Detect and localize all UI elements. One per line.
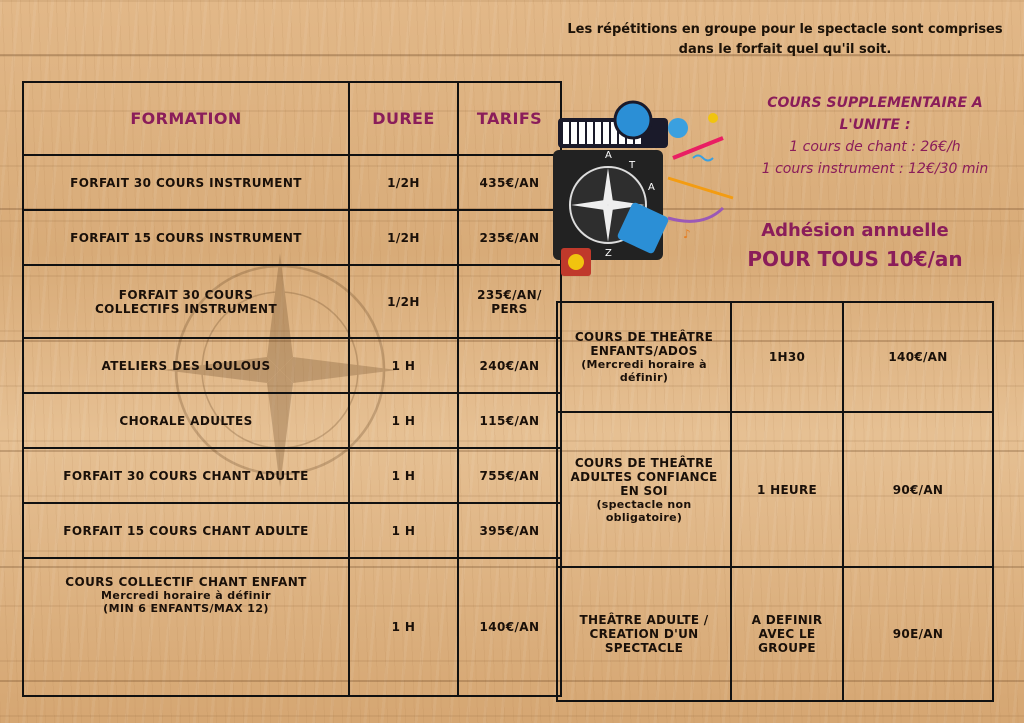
supplement-title-2: L'UNITE :: [839, 117, 911, 133]
duree-cell: 1/2H: [349, 210, 458, 265]
duree-cell: 1 H: [349, 448, 458, 503]
supplement-chant: 1 cours de chant : 26€/h: [789, 139, 961, 155]
table-row: [23, 448, 561, 503]
rehearsal-note-line1: Les répétitions en groupe pour le spectacle sont comprises: [567, 22, 1003, 37]
supplement-info: [730, 92, 1020, 180]
theatre-course-cell: [557, 302, 731, 412]
tarif-cell: 240€/AN: [458, 338, 561, 393]
theatre-duree-cell: A DEFINIR AVEC LE GROUPE: [731, 567, 843, 701]
table-row: [23, 265, 561, 338]
supplement-title-1: COURS SUPPLEMENTAIRE A: [767, 95, 983, 111]
logo-letter: Z: [605, 248, 612, 259]
formation-cell: CHORALE ADULTES: [23, 393, 349, 448]
formation-cell: FORFAIT 30 COURS INSTRUMENT: [23, 155, 349, 210]
theatre-course-title: COURS DE THEÂTRE ENFANTS/ADOS: [574, 330, 714, 358]
logo-letter: T: [629, 160, 636, 171]
formation-title: COURS COLLECTIF CHANT ENFANT: [65, 575, 307, 589]
duree-cell: 1 H: [349, 338, 458, 393]
svg-text:♪: ♪: [683, 227, 691, 241]
tarif-cell: 140€/AN: [458, 558, 561, 696]
tarif-cell: 235€/AN/ PERS: [458, 265, 561, 338]
theatre-duree-cell: 1 HEURE: [731, 412, 843, 567]
table-row: [23, 393, 561, 448]
duree-cell: 1 H: [349, 558, 458, 696]
adhesion-block: [700, 220, 1010, 271]
theatre-tarif-cell: 90E/AN: [843, 567, 993, 701]
theatre-course-cell: [557, 412, 731, 567]
table-row: [557, 412, 993, 567]
table-row: [23, 558, 561, 696]
table-row: [23, 210, 561, 265]
duree-cell: 1 H: [349, 503, 458, 558]
tarif-cell: 235€/AN: [458, 210, 561, 265]
theatre-course-cell: [557, 567, 731, 701]
adhesion-price: POUR TOUS 10€/an: [747, 247, 963, 271]
tarif-cell: 115€/AN: [458, 393, 561, 448]
pricing-table: [22, 81, 562, 697]
formation-cell: FORFAIT 30 COURS COLLECTIFS INSTRUMENT: [23, 265, 349, 338]
table-row: [23, 155, 561, 210]
formation-cell: ATELIERS DES LOULOUS: [23, 338, 349, 393]
formation-cell: FORFAIT 30 COURS CHANT ADULTE: [23, 448, 349, 503]
formation-subtitle-2: (MIN 6 ENFANTS/MAX 12): [103, 602, 269, 615]
supplement-instrument: 1 cours instrument : 12€/30 min: [761, 161, 989, 177]
theatre-course-subtitle: (spectacle non obligatoire): [596, 497, 692, 524]
table-row: [557, 302, 993, 412]
table-row: [557, 567, 993, 701]
table-row: [23, 503, 561, 558]
header-duree: DUREE: [349, 82, 458, 155]
header-formation: FORMATION: [23, 82, 349, 155]
logo-letter: A: [648, 182, 655, 193]
header-tarifs: TARIFS: [458, 82, 561, 155]
tarif-cell: 755€/AN: [458, 448, 561, 503]
logo-letter: A: [605, 150, 612, 161]
duree-cell: 1/2H: [349, 265, 458, 338]
pricing-table-header: [23, 82, 561, 155]
rehearsal-note-line2: dans le forfait quel qu'il soit.: [678, 42, 892, 57]
theatre-course-subtitle: (Mercredi horaire à définir): [581, 358, 707, 384]
formation-subtitle: Mercredi horaire à définir: [100, 589, 271, 602]
theatre-course-title: THEÂTRE ADULTE / CREATION D'UN SPECTACLE: [579, 613, 709, 655]
formation-cell: [23, 558, 349, 696]
tarif-cell: 435€/AN: [458, 155, 561, 210]
theatre-tarif-cell: 90€/AN: [843, 412, 993, 567]
duree-cell: 1/2H: [349, 155, 458, 210]
formation-cell: FORFAIT 15 COURS INSTRUMENT: [23, 210, 349, 265]
formation-cell: FORFAIT 15 COURS CHANT ADULTE: [23, 503, 349, 558]
duree-cell: 1 H: [349, 393, 458, 448]
adhesion-title: Adhésion annuelle: [761, 220, 949, 241]
theatre-course-title: COURS DE THEÂTRE ADULTES CONFIANCE EN SOI: [570, 455, 718, 498]
theatre-tarif-cell: 140€/AN: [843, 302, 993, 412]
rehearsal-note: [560, 20, 1010, 60]
theatre-table: [556, 301, 994, 702]
tarif-cell: 395€/AN: [458, 503, 561, 558]
theatre-duree-cell: 1H30: [731, 302, 843, 412]
table-row: [23, 338, 561, 393]
